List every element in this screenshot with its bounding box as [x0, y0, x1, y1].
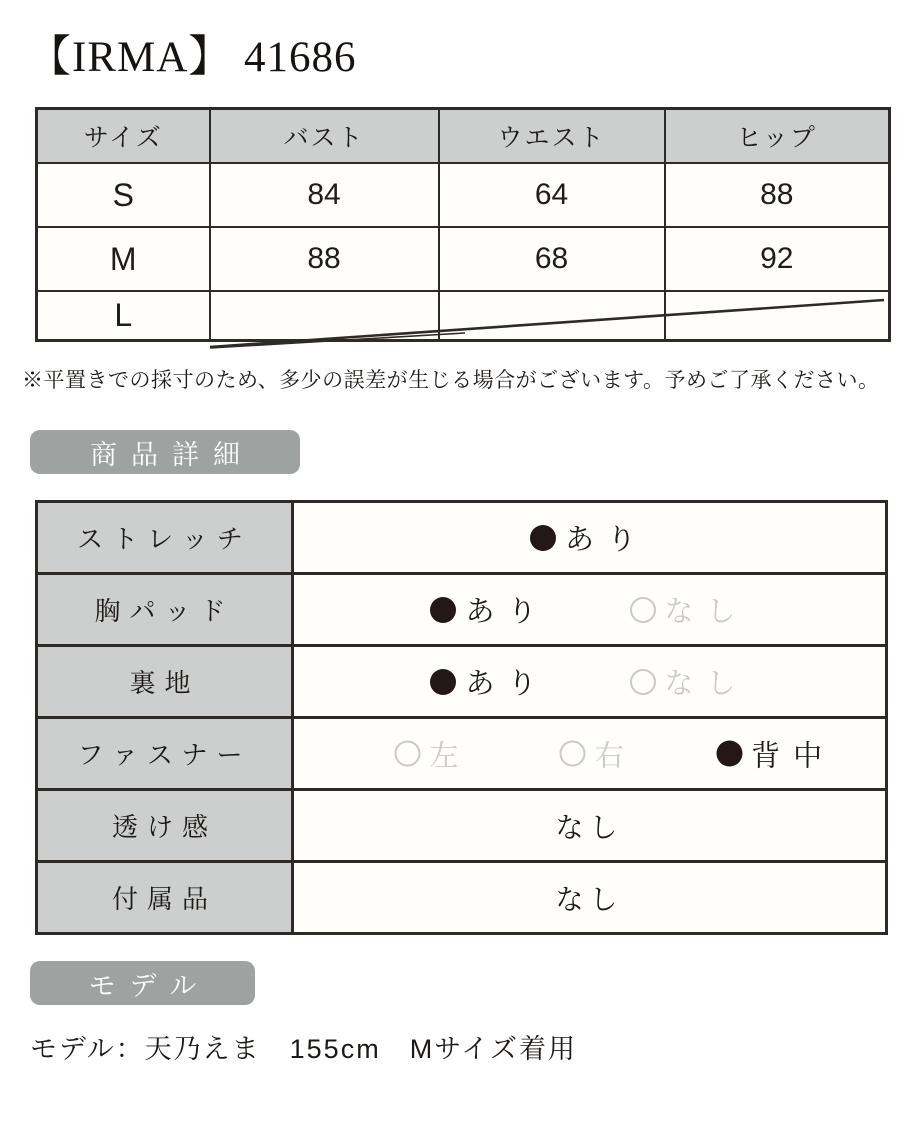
detail-label-fastener: ファスナー [37, 718, 293, 790]
detail-label-accessories: 付属品 [37, 862, 293, 934]
option-label: 右 [594, 740, 637, 772]
filled-circle-icon [430, 669, 456, 695]
detail-value-chest-pad [293, 574, 887, 646]
detail-value-sheerness [293, 790, 887, 862]
option-ari [430, 661, 549, 702]
filled-circle-icon [530, 525, 556, 551]
detail-row-sheerness [37, 790, 887, 862]
size-cell-m: M [37, 227, 210, 291]
model-description: モデル：天乃えま 155cm Mサイズ着用 [30, 1034, 578, 1064]
detail-row-chest-pad [37, 574, 887, 646]
open-circle-icon [394, 741, 420, 767]
model-heading-badge: モデル [30, 961, 255, 1005]
hip-cell-m: 92 [665, 227, 890, 291]
waist-cell-s: 64 [439, 163, 665, 227]
option-label: あり [564, 524, 649, 556]
option-label: 左 [429, 740, 472, 772]
size-table-row-l [37, 291, 890, 341]
bust-cell-s: 84 [210, 163, 439, 227]
size-table-row-m [37, 227, 890, 291]
detail-value-stretch [293, 502, 887, 574]
option-nashi [630, 589, 749, 630]
detail-label-chest-pad: 胸パッド [37, 574, 293, 646]
option-left [394, 733, 471, 774]
detail-row-lining [37, 646, 887, 718]
option-label: なし [664, 668, 749, 700]
option-back [716, 733, 835, 774]
option-label: あり [465, 596, 550, 628]
measurement-note: ※平置きでの採寸のため、多少の誤差が生じる場合がございます。予めご了承ください。 [22, 369, 880, 392]
waist-cell-l [439, 291, 665, 341]
size-cell-s: S [37, 163, 210, 227]
detail-value-accessories [293, 862, 887, 934]
detail-label-stretch: ストレッチ [37, 502, 293, 574]
detail-value-lining [293, 646, 887, 718]
filled-circle-icon [430, 597, 456, 623]
size-table-header-hip: ヒップ [665, 109, 890, 164]
product-details-table [35, 500, 888, 935]
open-circle-icon [560, 741, 586, 767]
detail-row-fastener [37, 718, 887, 790]
detail-label-sheerness: 透け感 [37, 790, 293, 862]
option-right [560, 733, 637, 774]
detail-value-fastener [293, 718, 887, 790]
detail-row-stretch [37, 502, 887, 574]
bust-cell-l [210, 291, 439, 341]
option-label: なし [664, 596, 749, 628]
detail-row-accessories [37, 862, 887, 934]
size-table-header-row [37, 109, 890, 164]
waist-cell-m: 68 [439, 227, 665, 291]
option-ari [530, 517, 649, 558]
option-label: 背中 [751, 740, 836, 772]
page-title: 【IRMA】 41686 [28, 34, 357, 81]
option-label: あり [465, 668, 550, 700]
detail-label-lining: 裏地 [37, 646, 293, 718]
size-table-row-s [37, 163, 890, 227]
open-circle-icon [630, 597, 656, 623]
bust-cell-m: 88 [210, 227, 439, 291]
option-nashi [630, 661, 749, 702]
size-table-header-size: サイズ [37, 109, 210, 164]
detail-value-text: なし [555, 811, 624, 843]
option-ari [430, 589, 549, 630]
open-circle-icon [630, 669, 656, 695]
hip-cell-l [665, 291, 890, 341]
product-details-heading-badge: 商品詳細 [30, 430, 300, 474]
size-table-header-bust: バスト [210, 109, 439, 164]
detail-value-text: なし [555, 883, 624, 915]
size-cell-l: L [37, 291, 210, 341]
size-table [35, 107, 888, 342]
size-table-header-waist: ウエスト [439, 109, 665, 164]
hip-cell-s: 88 [665, 163, 890, 227]
filled-circle-icon [716, 741, 742, 767]
